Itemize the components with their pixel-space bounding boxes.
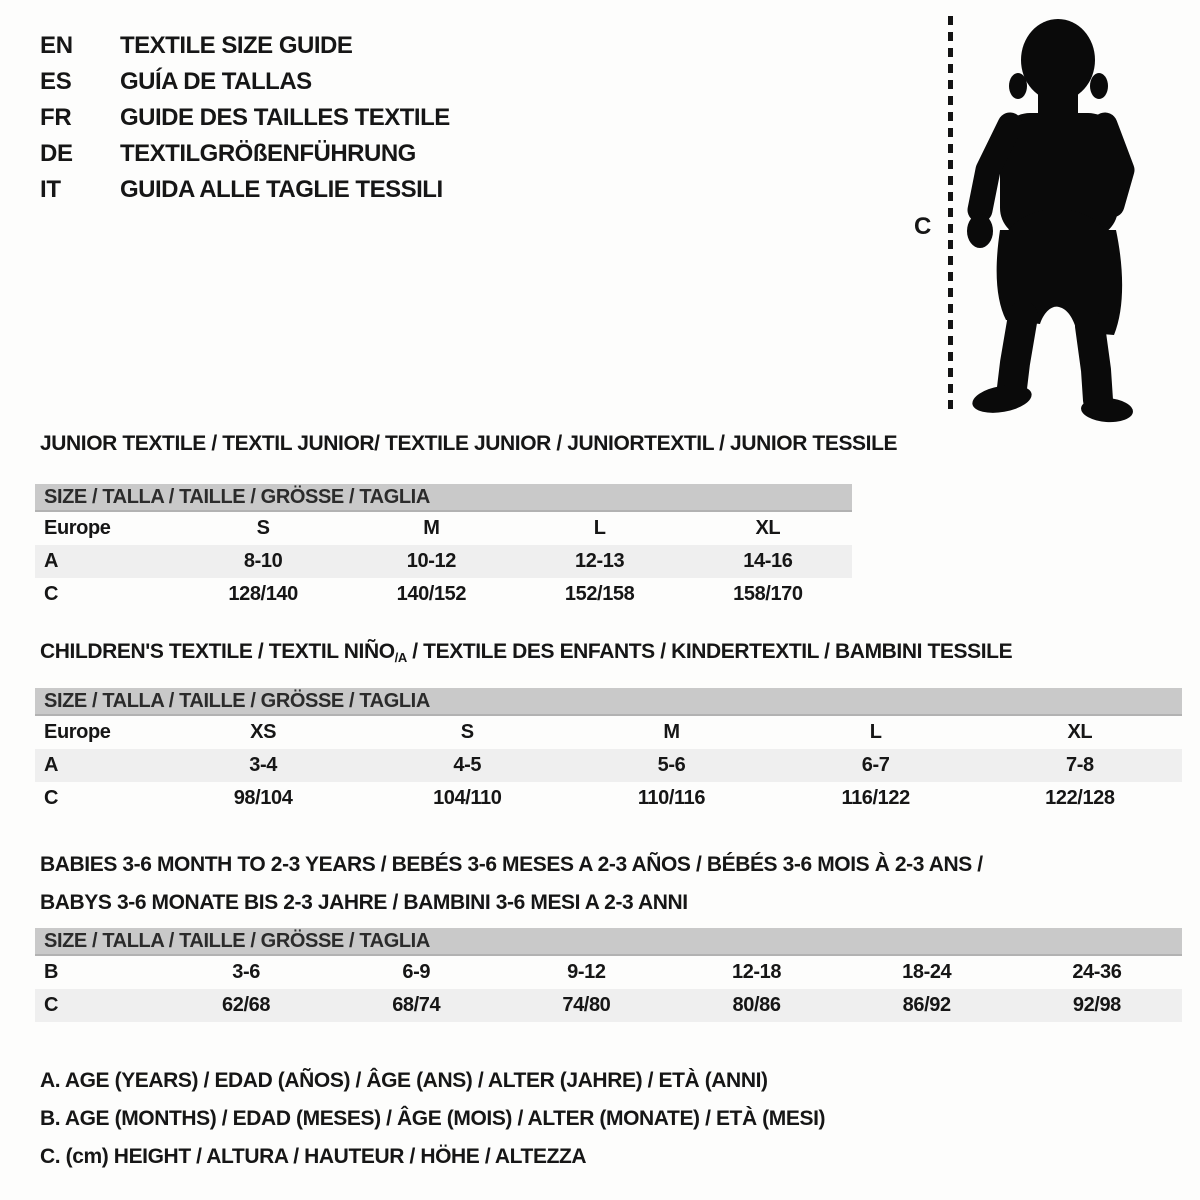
table-cell: S: [256, 517, 270, 539]
row-label-cell: A: [44, 550, 59, 572]
babies-size-table-wrap: [35, 928, 1182, 1022]
language-guide-title: TEXTILE SIZE GUIDE: [120, 32, 353, 59]
toddler-silhouette: [966, 18, 1141, 423]
language-title-list: [40, 28, 450, 208]
language-guide-title: GUIDA ALLE TAGLIE TESSILI: [120, 176, 443, 203]
babies-title-line1: BABIES 3-6 MONTH TO 2-3 YEARS / BEBÉS 3-6 MESES A 2-3 AÑOS / BÉBÉS 3-6 MOIS À 2-3 ANS /: [40, 853, 983, 876]
table-row: [35, 989, 1182, 1022]
language-code: DE: [40, 140, 73, 167]
language-row: [40, 172, 450, 208]
table-cell: 6-7: [861, 754, 890, 776]
table-cell: 5-6: [657, 754, 686, 776]
row-label-cell: C: [44, 583, 59, 605]
row-label-cell: C: [44, 787, 59, 809]
junior-size-table: [35, 512, 852, 611]
table-cell: 116/122: [841, 787, 910, 809]
row-label-cell: A: [44, 754, 59, 776]
table-row: [35, 716, 1182, 749]
language-guide-title: GUÍA DE TALLAS: [120, 68, 312, 95]
babies-title-line2: BABYS 3-6 MONATE BIS 2-3 JAHRE / BAMBINI 3-6 MESI A 2-3 ANNI: [40, 891, 688, 914]
table-cell: 12-13: [575, 550, 625, 572]
table-row: [35, 578, 852, 611]
table-row: [35, 956, 1182, 989]
children-title-suffix: / TEXTILE DES ENFANTS / KINDERTEXTIL / BAMBINI TESSILE: [406, 640, 1013, 663]
table-cell: M: [423, 517, 440, 539]
table-row: [35, 545, 852, 578]
children-size-table-wrap: [35, 688, 1182, 815]
table-cell: 3-4: [249, 754, 277, 776]
babies-section-title: [40, 846, 983, 922]
junior-section-title: JUNIOR TEXTILE / TEXTIL JUNIOR/ TEXTILE JUNIOR / JUNIORTEXTIL / JUNIOR TESSILE: [40, 432, 898, 455]
table-cell: 24-36: [1072, 961, 1122, 983]
table-cell: 140/152: [396, 583, 467, 605]
measurement-legend: [40, 1062, 825, 1176]
table-cell: XL: [1067, 721, 1093, 743]
junior-size-table-wrap: [35, 484, 852, 611]
language-row: [40, 64, 450, 100]
table-cell: 152/158: [564, 583, 635, 605]
table-cell: L: [869, 721, 882, 743]
table-cell: 104/110: [433, 787, 502, 809]
table-cell: 8-10: [243, 550, 283, 572]
language-guide-title: TEXTILGRÖßENFÜHRUNG: [120, 140, 416, 167]
table-cell: 6-9: [402, 961, 431, 983]
table-row: [35, 782, 1182, 815]
size-header-bar: SIZE / TALLA / TAILLE / GRÖSSE / TAGLIA: [35, 688, 1182, 716]
table-cell: 4-5: [453, 754, 482, 776]
language-code: FR: [40, 104, 72, 131]
table-cell: 158/170: [733, 583, 803, 605]
table-cell: 62/68: [222, 994, 271, 1016]
table-cell: 86/92: [902, 994, 951, 1016]
size-header-bar: SIZE / TALLA / TAILLE / GRÖSSE / TAGLIA: [35, 928, 1182, 956]
table-cell: XL: [755, 517, 781, 539]
language-code: EN: [40, 32, 73, 59]
row-label-cell: B: [44, 961, 59, 983]
table-cell: 14-16: [743, 550, 793, 572]
table-cell: 80/86: [732, 994, 781, 1016]
row-label-cell: Europe: [44, 517, 111, 539]
height-measure-dashed-line: [948, 16, 953, 416]
children-size-table: [35, 716, 1182, 815]
language-guide-title: GUIDE DES TAILLES TEXTILE: [120, 104, 450, 131]
language-row: [40, 28, 450, 64]
language-row: [40, 100, 450, 136]
language-code: ES: [40, 68, 72, 95]
table-cell: L: [593, 517, 606, 539]
legend-age-months: B. AGE (MONTHS) / EDAD (MESES) / ÂGE (MOIS) / ALTER (MONATE) / ETÀ (MESI): [40, 1107, 826, 1130]
children-title-prefix: CHILDREN'S TEXTILE / TEXTIL NIÑO: [40, 640, 395, 663]
measure-label-c: C: [914, 213, 932, 240]
table-cell: 10-12: [406, 550, 456, 572]
table-cell: 18-24: [902, 961, 952, 983]
table-cell: 98/104: [233, 787, 293, 809]
table-cell: 12-18: [731, 961, 782, 983]
table-cell: 68/74: [392, 994, 441, 1016]
table-cell: M: [663, 721, 680, 743]
table-row: [35, 749, 1182, 782]
table-cell: 74/80: [562, 994, 611, 1016]
table-cell: 128/140: [228, 583, 298, 605]
table-row: [35, 512, 852, 545]
table-cell: S: [460, 721, 474, 743]
table-cell: 92/98: [1072, 994, 1121, 1016]
language-code: IT: [40, 176, 61, 203]
table-cell: 3-6: [232, 961, 260, 983]
row-label-cell: C: [44, 994, 59, 1016]
table-cell: 122/128: [1045, 787, 1115, 809]
legend-height-cm: C. (cm) HEIGHT / ALTURA / HAUTEUR / HÖHE / ALTEZZA: [40, 1145, 587, 1168]
size-header-bar: SIZE / TALLA / TAILLE / GRÖSSE / TAGLIA: [35, 484, 852, 512]
children-section-title: [40, 640, 1012, 665]
children-title-subscript: /A: [394, 650, 407, 665]
legend-age-years: A. AGE (YEARS) / EDAD (AÑOS) / ÂGE (ANS) / ALTER (JAHRE) / ETÀ (ANNI): [40, 1069, 768, 1092]
row-label-cell: Europe: [44, 721, 111, 743]
table-cell: 7-8: [1066, 754, 1094, 776]
table-cell: 9-12: [567, 961, 606, 983]
language-row: [40, 136, 450, 172]
table-cell: XS: [250, 721, 277, 743]
table-cell: 110/116: [637, 787, 706, 809]
babies-size-table: [35, 956, 1182, 1022]
